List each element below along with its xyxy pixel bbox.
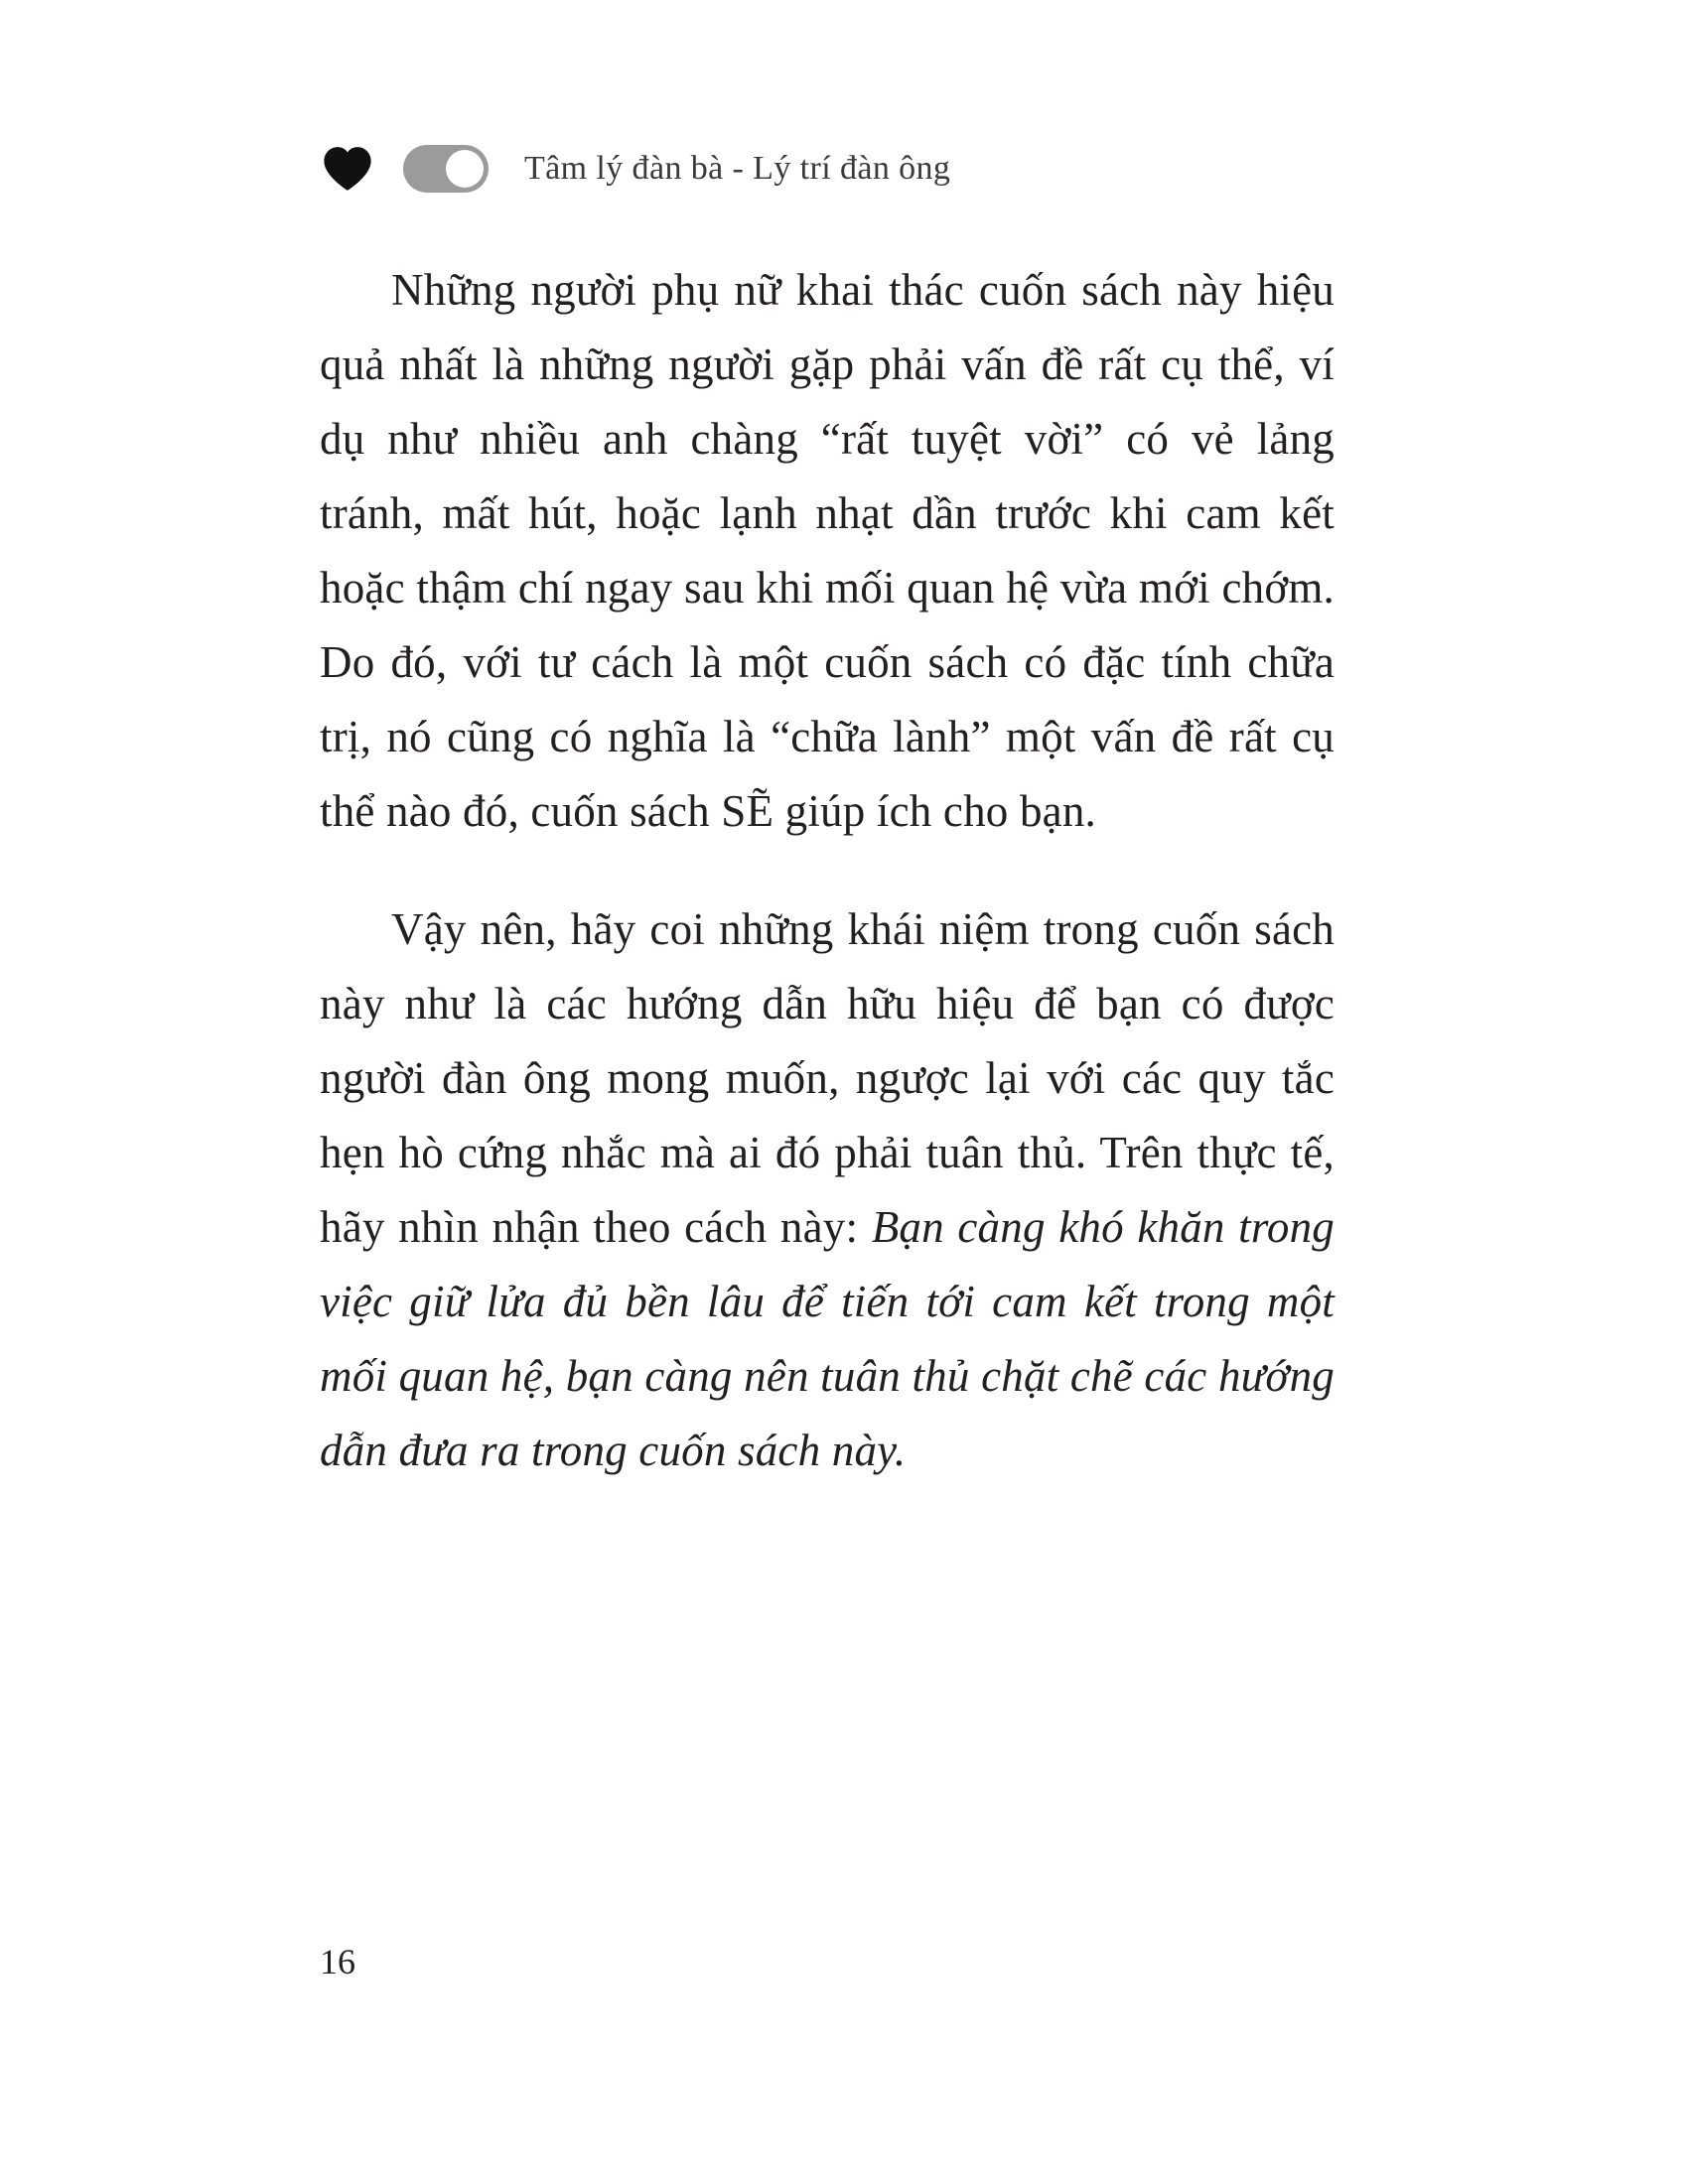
paragraph-2-text: Vậy nên, hãy coi những khái niệm trong cuốn sách này như là các hướng dẫn hữu hiệu để bạn có được người đàn ông mong muốn, ngược lại với các quy tắc hẹn hò cứng nhắc mà ai đó phải tuân thủ. Trên thực tế, hãy nhìn nhận theo cách này: [320,904,1335,1252]
toggle-switch-icon[interactable] [403,145,489,193]
page-content [320,253,1335,1488]
running-header [320,134,950,204]
paragraph-1-text: Những người phụ nữ khai thác cuốn sách này hiệu quả nhất là những người gặp phải vấn đề rất cụ thể, ví dụ như nhiều anh chàng “rất tuyệt vời” có vẻ lảng tránh, mất hút, hoặc lạnh nhạt dần trước khi cam kết hoặc thậm chí ngay sau khi mối quan hệ vừa mới chớm. Do đó, với tư cách là một cuốn sách có đặc tính chữa trị, nó cũng có nghĩa là “chữa lành” một vấn đề rất cụ thể nào đó, cuốn sách SẼ giúp ích cho bạn. [320,265,1335,836]
paragraph-2 [320,892,1335,1488]
paragraph-2-emphasis: Bạn càng khó khăn trong việc giữ lửa đủ bền lâu để tiến tới cam kết trong một mối quan hệ, bạn càng nên tuân thủ chặt chẽ các hướng dẫn đưa ra trong cuốn sách này. [320,1202,1335,1475]
paragraph-1 [320,253,1335,849]
header-title: Tâm lý đàn bà - Lý trí đàn ông [524,150,951,187]
page-number: 16 [320,1942,355,1981]
toggle-switch-knob [446,150,484,188]
heart-icon [320,141,375,197]
